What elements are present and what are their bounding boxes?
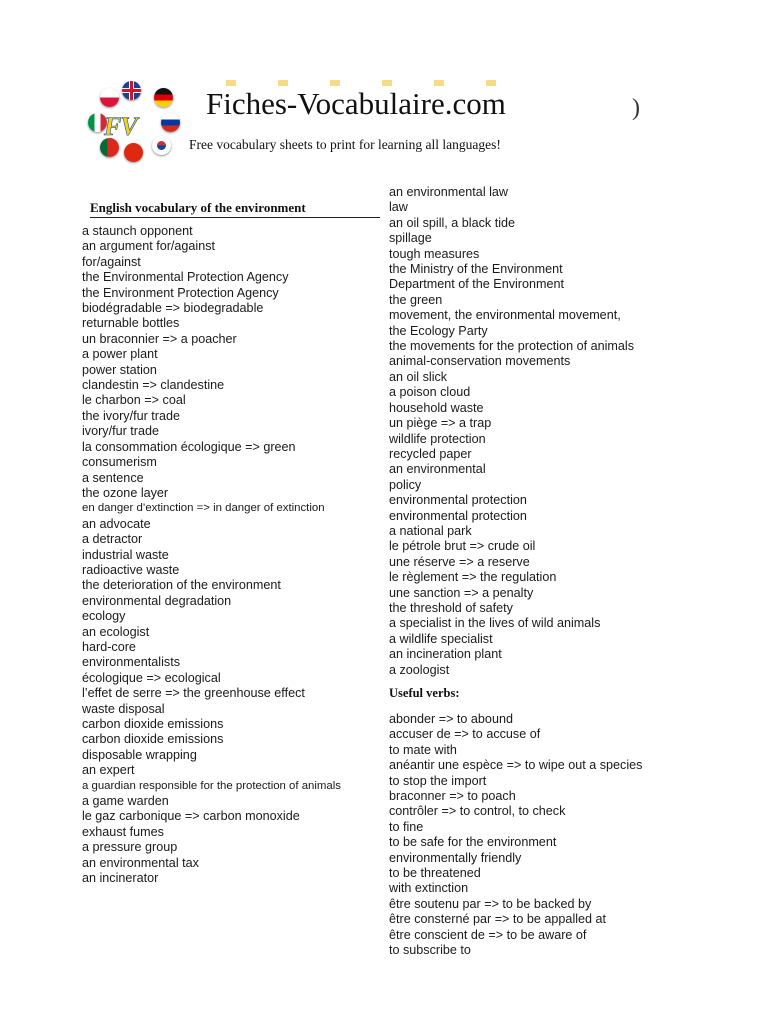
vocab-entry: an environmental tax <box>82 855 199 870</box>
verb-entry: être conscient de => to be aware of <box>389 927 587 942</box>
vocab-entry: a staunch opponent <box>82 224 193 238</box>
verb-entry: anéantir une espèce => to wipe out a species <box>389 758 643 773</box>
vocab-entry: the threshold of safety <box>389 600 513 615</box>
vocab-entry: hard-core <box>82 639 136 654</box>
verb-entry: to mate with <box>389 742 457 757</box>
vocab-entry: returnable bottles <box>82 316 180 331</box>
vocab-entry: industrial waste <box>82 547 169 562</box>
vocab-entry: a wildlife specialist <box>389 631 493 646</box>
vocab-entry: a detractor <box>82 532 143 547</box>
vocab-entry: exhaust fumes <box>82 824 164 839</box>
site-title[interactable]: Fiches-Vocabulaire.com <box>206 86 506 121</box>
vocab-entry: an oil spill, a black tide <box>389 215 516 230</box>
verbs-list <box>389 712 689 959</box>
vocab-entry: the movements for the protection of animals <box>389 339 635 354</box>
vocab-entry: écologique => ecological <box>82 670 221 685</box>
vocab-entry: an incinerator <box>82 871 159 886</box>
vocab-entry: a zoologist <box>389 662 450 677</box>
vocab-entry: a sentence <box>82 470 144 485</box>
china-flag-icon <box>124 143 143 162</box>
verb-entry: braconner => to poach <box>389 789 516 804</box>
verb-entry: to subscribe to <box>389 943 471 958</box>
verb-entry: to fine <box>389 819 424 834</box>
vocab-entry: a poison cloud <box>389 385 471 400</box>
vocab-entry: recycled paper <box>389 446 472 461</box>
vocab-entry: environmental degradation <box>82 593 232 608</box>
right-vocabulary-list <box>389 185 689 678</box>
verb-entry: contrôler => to control, to check <box>389 804 566 819</box>
verb-entry: abonder => to abound <box>389 712 513 726</box>
vocab-entry: carbon dioxide emissions <box>82 732 224 747</box>
vocab-entry: policy <box>389 477 422 492</box>
vocab-entry: law <box>389 200 408 215</box>
vocab-entry: waste disposal <box>82 701 165 716</box>
verb-entry: to stop the import <box>389 773 487 788</box>
vocab-entry: en danger d’extinction => in danger of extinction <box>82 502 325 515</box>
vocab-entry: ivory/fur trade <box>82 424 159 439</box>
vocab-entry: le gaz carbonique => carbon monoxide <box>82 809 300 824</box>
vocab-entry: environmental protection <box>389 493 527 508</box>
vocab-entry: the Environment Protection Agency <box>82 285 279 300</box>
vocab-entry: la consommation écologique => green <box>82 439 296 454</box>
logo-text: FV <box>104 112 137 141</box>
vocab-entry: for/against <box>82 254 141 269</box>
vocab-entry: le règlement => the regulation <box>389 570 557 585</box>
verb-entry: with extinction <box>389 881 469 896</box>
vocab-entry: un piège => a trap <box>389 416 492 431</box>
vocab-entry: disposable wrapping <box>82 747 197 762</box>
verb-entry: to be threatened <box>389 866 481 881</box>
vocab-entry: the ivory/fur trade <box>82 408 180 423</box>
vocab-entry: environmental protection <box>389 508 527 523</box>
vocab-entry: radioactive waste <box>82 562 180 577</box>
vocab-entry: tough measures <box>389 246 480 261</box>
vocab-entry: consumerism <box>82 455 157 470</box>
document-title: English vocabulary of the environment <box>90 200 380 218</box>
korea-flag-icon <box>152 136 171 155</box>
vocab-entry: the Ecology Party <box>389 323 488 338</box>
decorative-parenthesis: ) <box>632 95 640 121</box>
vocab-entry: a national park <box>389 523 472 538</box>
verbs-heading: Useful verbs: <box>389 686 460 700</box>
poland-flag-icon <box>100 88 119 107</box>
site-tagline: Free vocabulary sheets to print for learning all languages! <box>189 137 501 152</box>
vocab-entry: biodégradable => biodegradable <box>82 301 264 316</box>
vocab-entry: an argument for/against <box>82 239 216 254</box>
vocab-entry: a specialist in the lives of wild animals <box>389 616 601 631</box>
germany-flag-icon <box>154 88 173 107</box>
vocab-entry: une sanction => a penalty <box>389 585 534 600</box>
vocab-entry: an environmental <box>389 462 486 477</box>
russia-flag-icon <box>161 113 180 132</box>
vocab-entry: a power plant <box>82 347 158 362</box>
vocab-entry: household waste <box>389 400 484 415</box>
vocab-entry: movement, the environmental movement, <box>389 308 621 323</box>
vocab-entry: the deterioration of the environment <box>82 578 281 593</box>
vocab-entry: an incineration plant <box>389 647 502 662</box>
vocab-entry: Department of the Environment <box>389 277 565 292</box>
vocab-entry: le charbon => coal <box>82 393 186 408</box>
vocab-entry: a pressure group <box>82 840 178 855</box>
vocab-entry: clandestin => clandestine <box>82 378 225 393</box>
vocab-entry: carbon dioxide emissions <box>82 717 224 731</box>
vocab-entry: spillage <box>389 231 432 246</box>
vocab-entry: the ozone layer <box>82 485 169 500</box>
verb-entry: être consterné par => to be appalled at <box>389 912 607 927</box>
vocab-entry: an expert <box>82 763 135 778</box>
vocab-entry: wildlife protection <box>389 431 486 446</box>
vocab-entry: an advocate <box>82 516 151 531</box>
vocab-entry: an environmental law <box>389 185 509 199</box>
vocab-entry: an oil slick <box>389 369 448 384</box>
vocab-entry: une réserve => a reserve <box>389 554 530 569</box>
verb-entry: accuser de => to accuse of <box>389 727 541 742</box>
vocab-entry: ecology <box>82 609 126 624</box>
vocab-entry: animal-conservation movements <box>389 354 571 369</box>
vocab-entry: the Ministry of the Environment <box>389 262 563 277</box>
vocab-entry: le pétrole brut => crude oil <box>389 539 536 554</box>
vocab-entry: a guardian responsible for the protection of animals <box>82 779 341 792</box>
vocab-entry: environmentalists <box>82 655 180 670</box>
verb-entry: to be safe for the environment <box>389 835 557 850</box>
left-vocabulary-list <box>82 224 382 886</box>
vocab-entry: the green <box>389 292 443 307</box>
verb-entry: environmentally friendly <box>389 850 522 865</box>
site-logo[interactable] <box>84 78 184 168</box>
verb-entry: être soutenu par => to be backed by <box>389 896 592 911</box>
vocab-entry: an ecologist <box>82 624 150 639</box>
uk-flag-icon <box>122 81 141 100</box>
vocab-entry: un braconnier => a poacher <box>82 331 237 346</box>
vocab-entry: l’effet de serre => the greenhouse effect <box>82 686 305 701</box>
vocab-entry: the Environmental Protection Agency <box>82 270 289 285</box>
vocab-entry: a game warden <box>82 794 169 809</box>
vocab-entry: power station <box>82 362 157 377</box>
